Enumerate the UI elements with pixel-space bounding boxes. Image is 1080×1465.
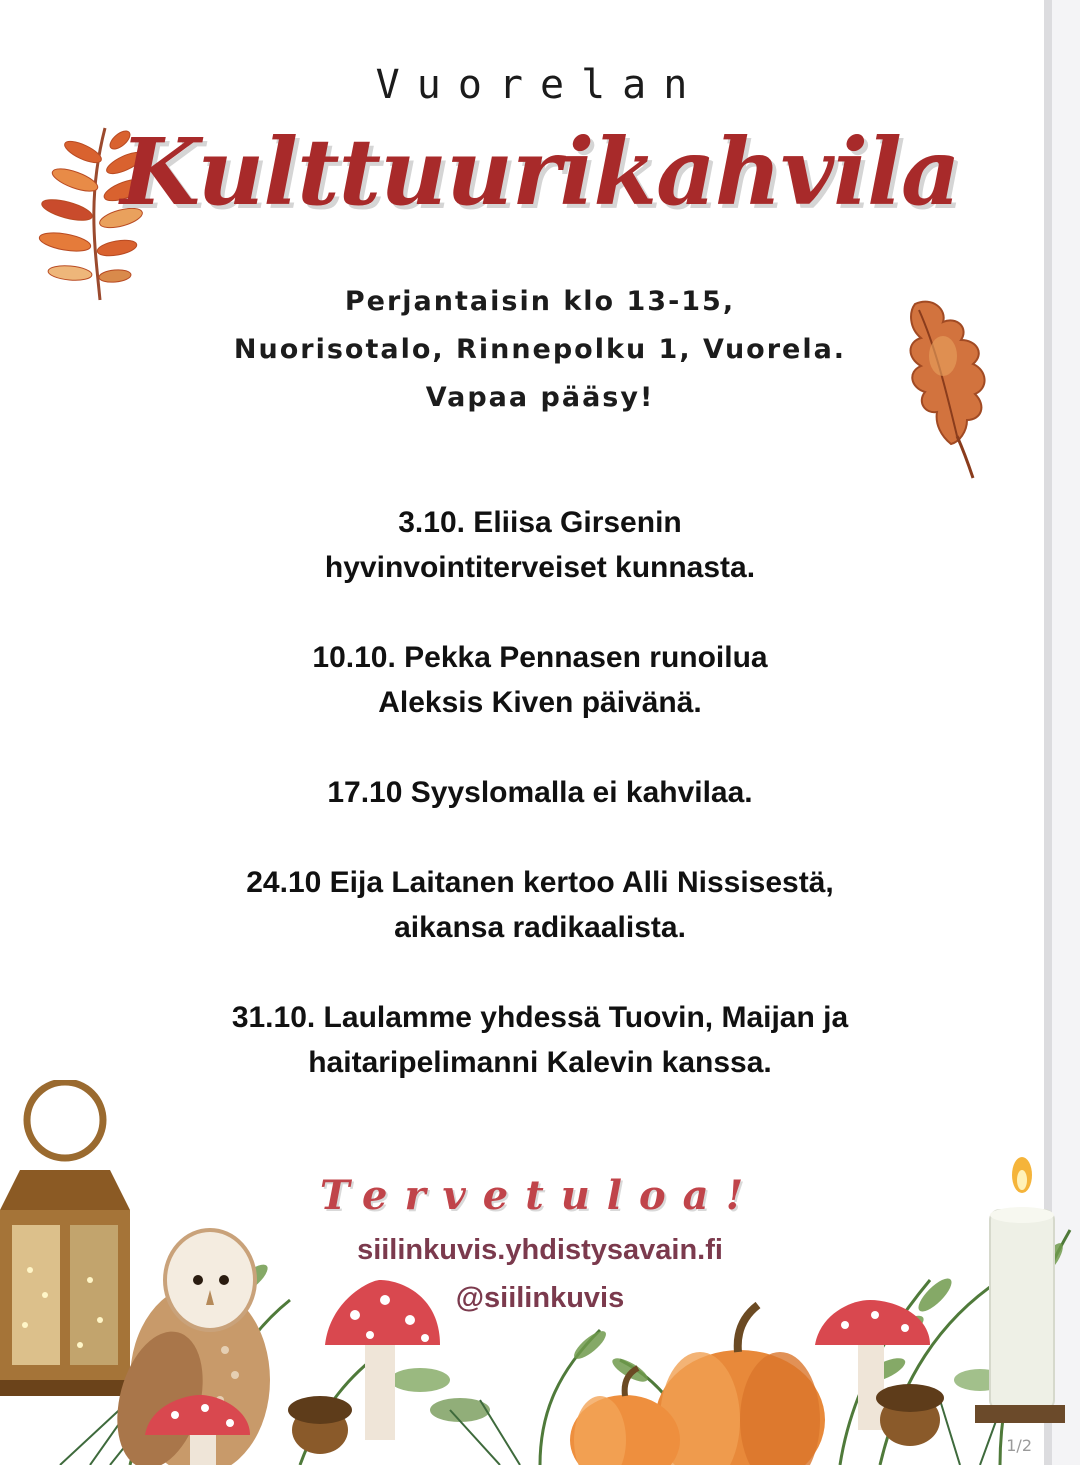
event-item [140,635,940,725]
event-line: 10.10. Pekka Pennasen runoilua [312,641,768,674]
autumn-decoration [0,1080,1080,1465]
event-item [140,770,940,815]
info-line: Vapaa pääsy! [425,382,655,413]
event-item [140,500,940,590]
event-line: 17.10 Syyslomalla ei kahvilaa. [327,776,753,809]
event-line: 24.10 Eija Laitanen kertoo Alli Nissisestä, [246,866,834,899]
pre-title: Vuorelan [375,62,705,108]
event-item [140,860,940,950]
website-link[interactable]: siilinkuvis.yhdistysavain.fi [357,1234,723,1266]
event-list [140,500,940,1130]
page-indicator: 1/2 [1006,1436,1032,1455]
event-item [140,995,940,1085]
social-handle[interactable]: @siilinkuvis [455,1282,625,1314]
info-line: Nuorisotalo, Rinnepolku 1, Vuorela. [233,334,847,365]
event-line: haitaripelimanni Kalevin kanssa. [308,1046,772,1079]
event-line: hyvinvointiterveiset kunnasta. [324,551,756,584]
info-block [150,278,930,422]
event-line: 31.10. Laulamme yhdessä Tuovin, Maijan ja [231,1001,849,1034]
event-line: 3.10. Eliisa Girsenin [398,506,682,539]
pumpkin-icon [570,1305,825,1465]
welcome-text: Tervetuloa! [319,1172,761,1219]
main-title: Kulttuurikahvila [120,118,960,226]
info-line: Perjantaisin klo 13-15, [344,286,736,317]
event-line: aikansa radikaalista. [394,911,686,944]
event-line: Aleksis Kiven päivänä. [378,686,702,719]
